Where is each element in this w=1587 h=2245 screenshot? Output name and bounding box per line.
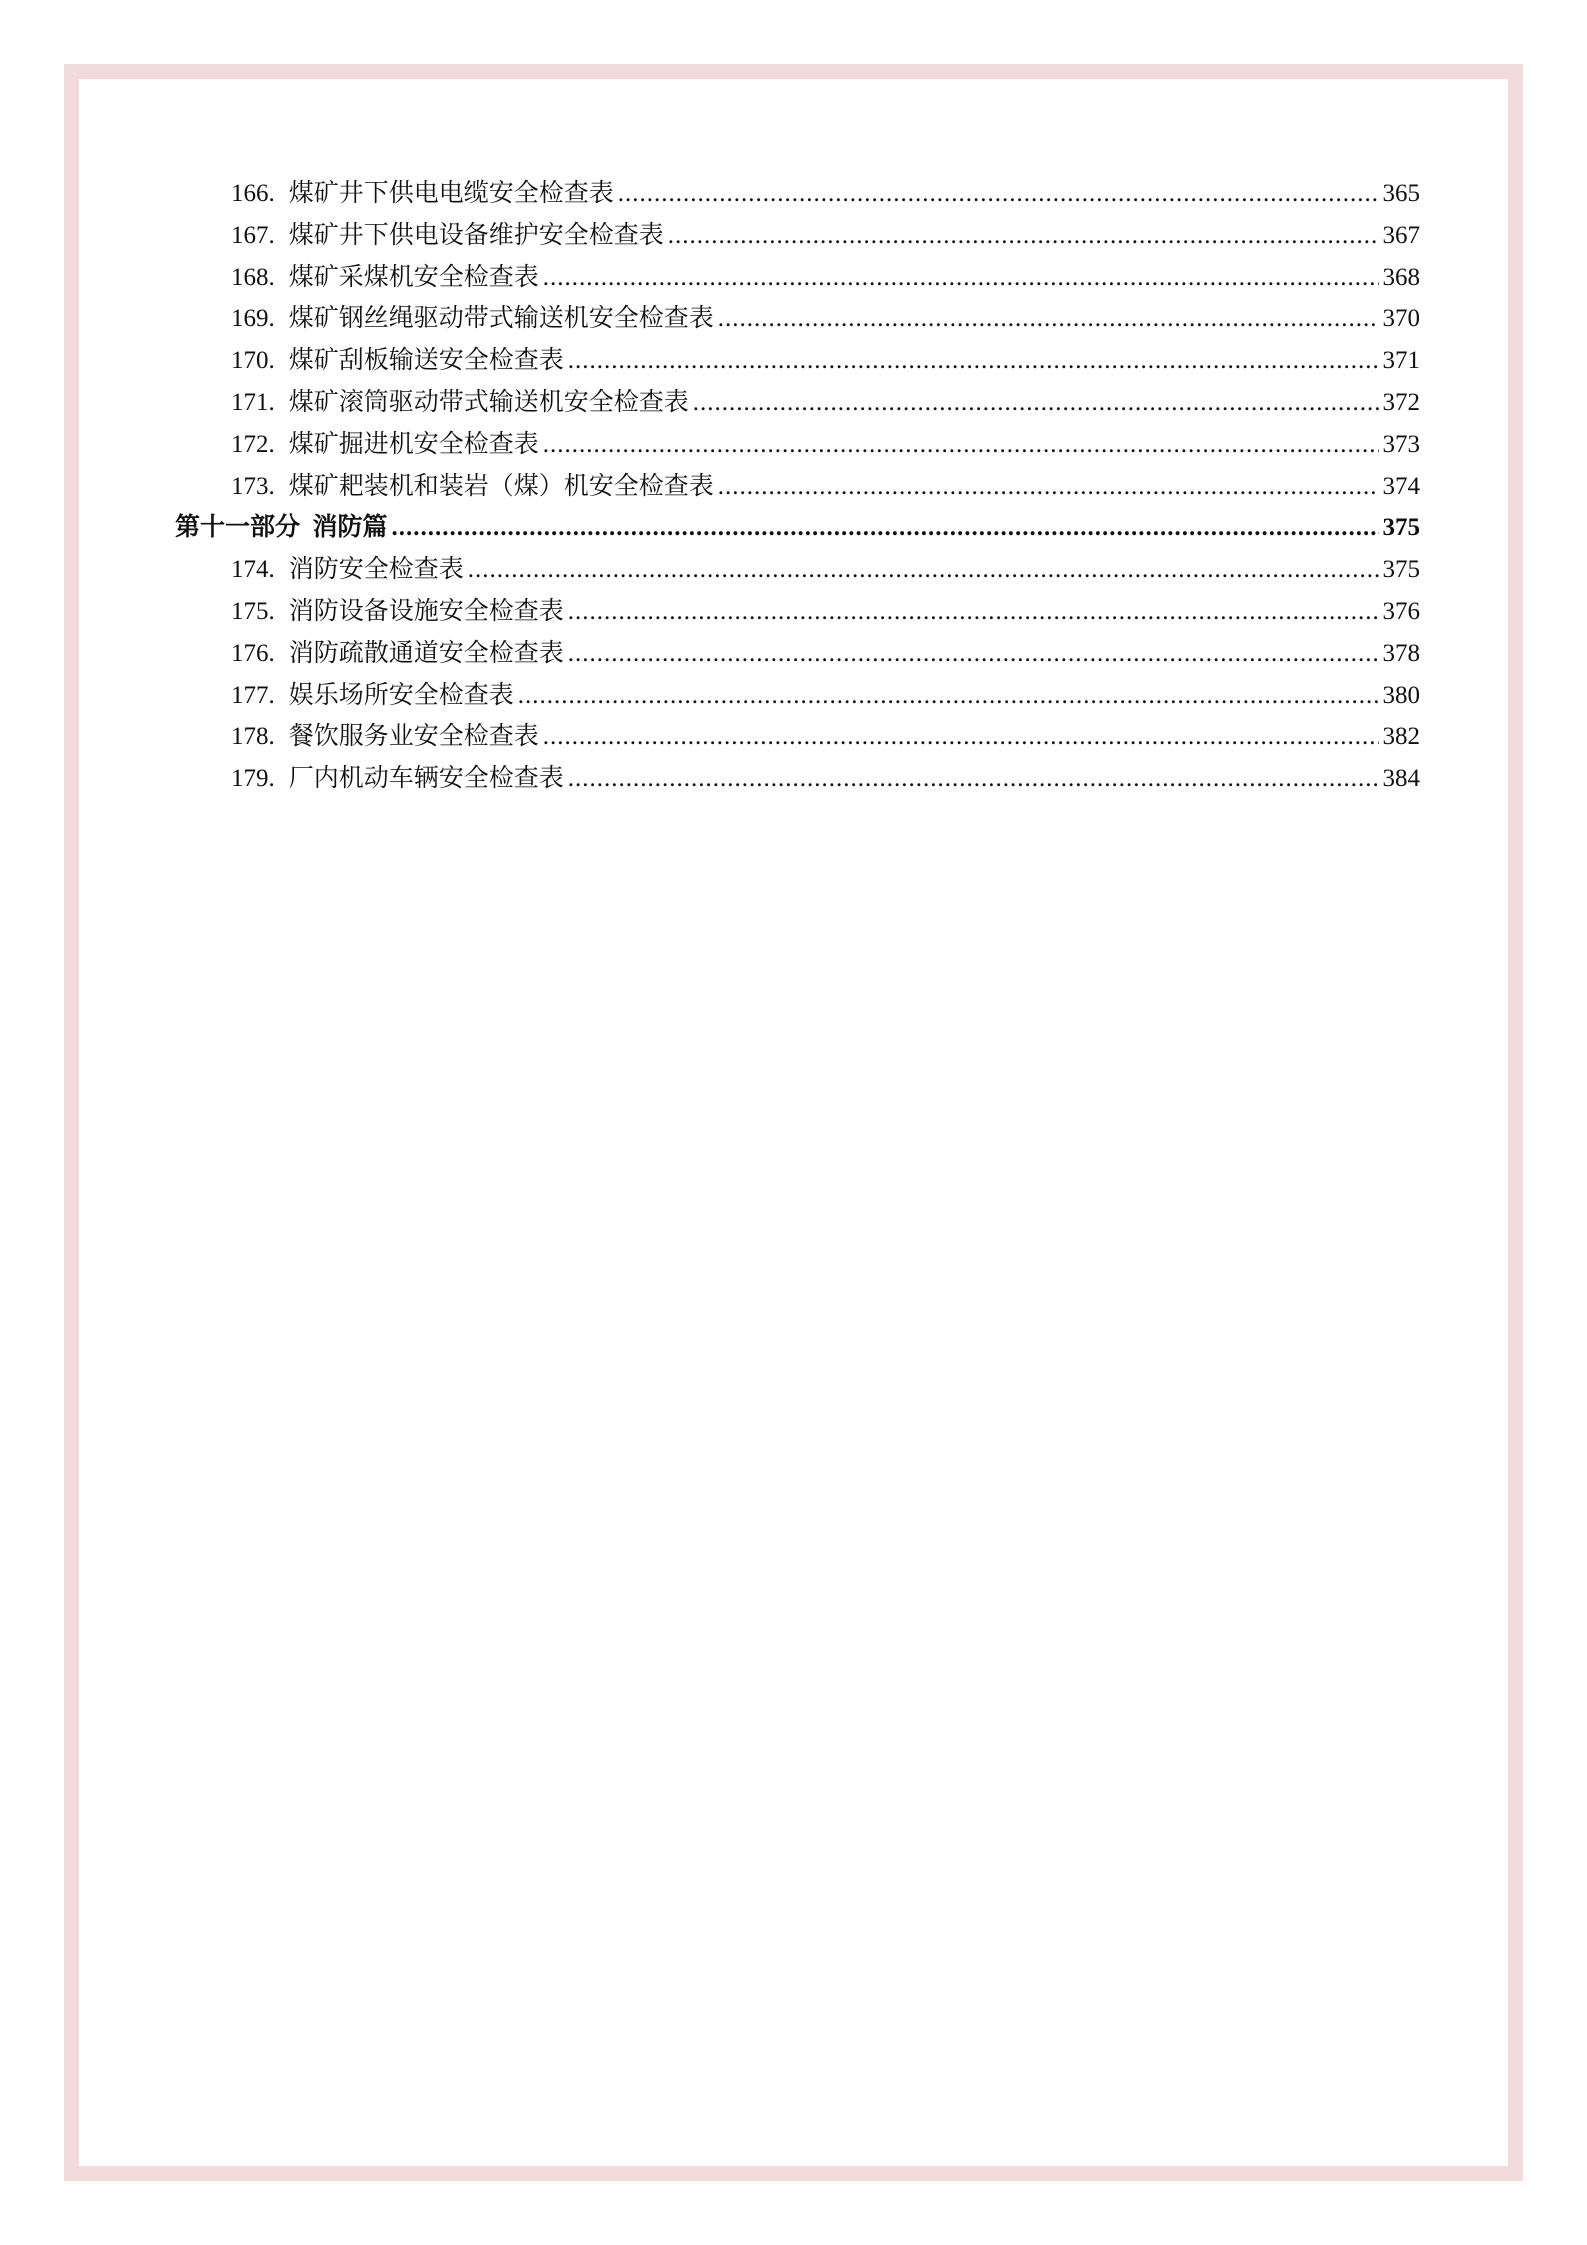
toc-entry-title: 厂内机动车辆安全检查表 (288, 765, 564, 793)
dot-leader (693, 382, 1379, 424)
table-of-contents (175, 173, 1420, 800)
dot-leader (568, 591, 1379, 633)
toc-entry-page: 374 (1382, 472, 1420, 500)
toc-entry-177[interactable] (175, 675, 1420, 717)
toc-entry-page: 365 (1382, 180, 1420, 207)
toc-entry-166[interactable] (175, 173, 1420, 215)
toc-entry-title: 餐饮服务业安全检查表 (288, 723, 539, 751)
toc-entry-179[interactable] (175, 758, 1420, 800)
toc-entry-page: 371 (1382, 347, 1420, 375)
toc-entry-title: 煤矿采煤机安全检查表 (288, 263, 539, 291)
dot-leader (543, 424, 1379, 466)
toc-entry-number: 173. (231, 472, 275, 500)
toc-entry-176[interactable] (175, 633, 1420, 675)
toc-part-page: 375 (1382, 514, 1420, 542)
toc-entry-page: 368 (1382, 263, 1420, 291)
toc-entry-title: 娱乐场所安全检查表 (288, 681, 514, 709)
toc-entry-173[interactable] (175, 466, 1420, 508)
toc-entry-number: 171. (231, 388, 275, 416)
toc-entry-page: 375 (1382, 556, 1420, 584)
dot-leader (543, 257, 1379, 299)
toc-entry-number: 166. (231, 180, 275, 207)
toc-entry-page: 370 (1382, 305, 1420, 333)
toc-entry-number: 174. (231, 556, 275, 584)
toc-entry-page: 372 (1382, 388, 1420, 416)
toc-part-heading[interactable] (175, 507, 1420, 549)
dot-leader (568, 633, 1379, 675)
toc-entry-title: 煤矿掘进机安全检查表 (288, 430, 539, 458)
toc-entry-number: 179. (231, 765, 275, 793)
toc-entry-169[interactable] (175, 298, 1420, 340)
toc-entry-page: 367 (1382, 221, 1420, 249)
toc-entry-number: 176. (231, 639, 275, 667)
toc-entry-title: 煤矿耙装机和装岩（煤）机安全检查表 (288, 472, 714, 500)
toc-entry-title: 煤矿刮板输送安全检查表 (288, 347, 564, 375)
toc-entry-175[interactable] (175, 591, 1420, 633)
toc-entry-page: 373 (1382, 430, 1420, 458)
dot-leader (392, 507, 1379, 549)
toc-entry-page: 378 (1382, 639, 1420, 667)
dot-leader (568, 340, 1379, 382)
toc-entry-172[interactable] (175, 424, 1420, 466)
toc-entry-title: 煤矿滚筒驱动带式输送机安全检查表 (288, 388, 689, 416)
toc-entry-number: 178. (231, 723, 275, 751)
toc-entry-number: 169. (231, 305, 275, 333)
toc-part-title: 第十一部分 消防篇 (175, 514, 388, 542)
toc-entry-number: 172. (231, 430, 275, 458)
toc-entry-title: 煤矿井下供电设备维护安全检查表 (288, 221, 664, 249)
toc-entry-number: 177. (231, 681, 275, 709)
toc-entry-178[interactable] (175, 716, 1420, 758)
toc-entry-171[interactable] (175, 382, 1420, 424)
toc-entry-number: 168. (231, 263, 275, 291)
dot-leader (568, 758, 1379, 800)
toc-entry-title: 煤矿井下供电电缆安全检查表 (288, 180, 614, 207)
dot-leader (668, 215, 1379, 257)
toc-entry-number: 167. (231, 221, 275, 249)
dot-leader (518, 675, 1379, 717)
dot-leader (718, 466, 1379, 508)
toc-entry-167[interactable] (175, 215, 1420, 257)
dot-leader (543, 716, 1379, 758)
dot-leader (468, 549, 1379, 591)
toc-entry-title: 煤矿钢丝绳驱动带式输送机安全检查表 (288, 305, 714, 333)
toc-entry-page: 380 (1382, 681, 1420, 709)
dot-leader (618, 173, 1379, 215)
toc-entry-170[interactable] (175, 340, 1420, 382)
toc-entry-number: 175. (231, 597, 275, 625)
toc-entry-168[interactable] (175, 257, 1420, 299)
toc-entry-number: 170. (231, 347, 275, 375)
dot-leader (718, 298, 1379, 340)
toc-entry-page: 384 (1382, 765, 1420, 793)
toc-entry-page: 382 (1382, 723, 1420, 751)
toc-entry-title: 消防设备设施安全检查表 (288, 597, 564, 625)
toc-entry-174[interactable] (175, 549, 1420, 591)
toc-entry-title: 消防疏散通道安全检查表 (288, 639, 564, 667)
toc-entry-page: 376 (1382, 597, 1420, 625)
toc-entry-title: 消防安全检查表 (288, 556, 464, 584)
